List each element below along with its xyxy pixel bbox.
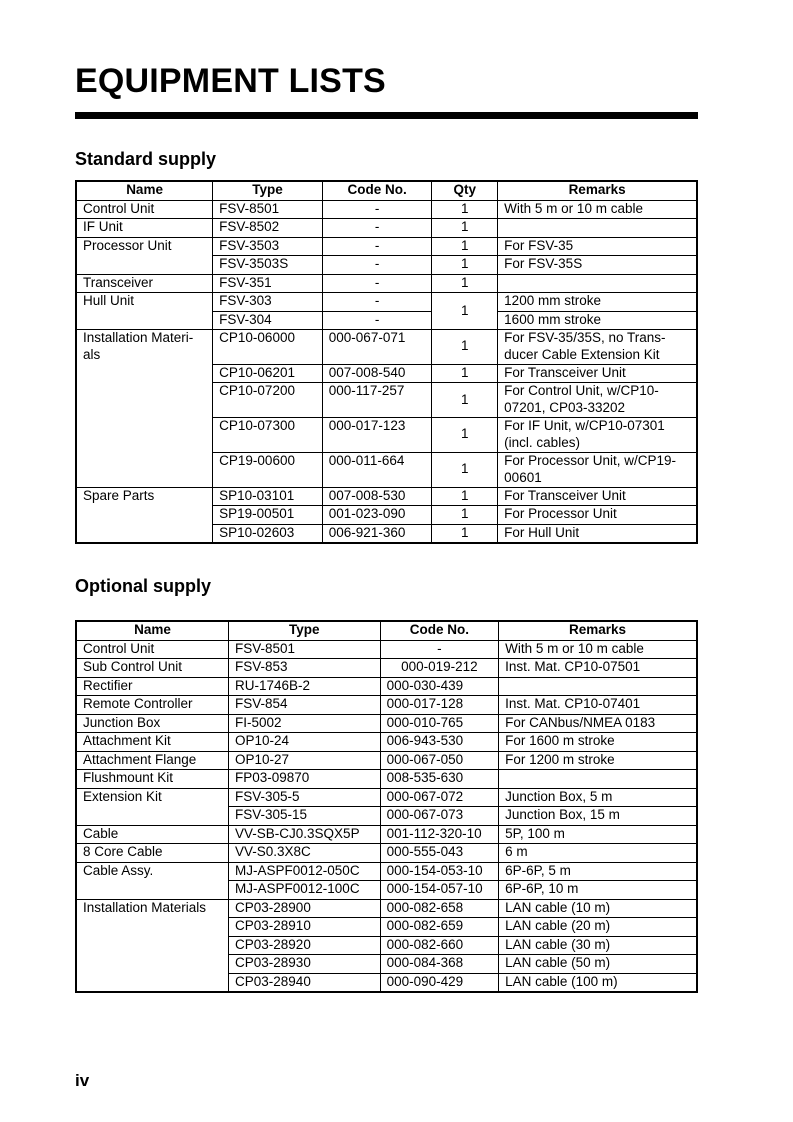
- table-header-row: [76, 181, 697, 200]
- cell-code: -: [322, 256, 432, 275]
- cell-code: 000-017-123: [322, 418, 432, 453]
- cell-remarks: 1200 mm stroke: [498, 293, 697, 312]
- title-rule: [75, 112, 698, 119]
- cell-code: 006-921-360: [322, 524, 432, 543]
- cell-type: FSV-853: [229, 659, 381, 678]
- header-type: Type: [213, 181, 323, 200]
- table-row: [76, 677, 697, 696]
- cell-code: -: [322, 219, 432, 238]
- optional-supply-heading: Optional supply: [75, 576, 212, 596]
- cell-name: Installation Materials: [76, 899, 229, 992]
- table-row: [76, 293, 697, 312]
- cell-type: FSV-8502: [213, 219, 323, 238]
- cell-remarks: [499, 770, 697, 789]
- cell-qty: 1: [432, 487, 498, 506]
- cell-remarks-line2: (incl. cables): [504, 434, 580, 450]
- page-number: iv: [75, 1071, 90, 1090]
- cell-remarks-line2: ducer Cable Extension Kit: [504, 346, 660, 362]
- cell-type: FSV-303: [213, 293, 323, 312]
- cell-remarks: [498, 418, 697, 453]
- cell-type: FI-5002: [229, 714, 381, 733]
- cell-code: 000-011-664: [322, 452, 432, 487]
- cell-remarks: With 5 m or 10 m cable: [498, 200, 697, 219]
- cell-type: CP03-28910: [229, 918, 381, 937]
- header-code: Code No.: [322, 181, 432, 200]
- cell-remarks: For Transceiver Unit: [498, 364, 697, 383]
- table-row: [76, 640, 697, 659]
- header-type: Type: [229, 621, 381, 640]
- cell-type: FSV-305-15: [229, 807, 381, 826]
- cell-name: Remote Controller: [76, 696, 229, 715]
- cell-code: -: [380, 640, 499, 659]
- cell-remarks: For FSV-35S: [498, 256, 697, 275]
- cell-remarks-line1: For Control Unit, w/CP10-: [504, 383, 659, 399]
- cell-remarks: [499, 677, 697, 696]
- cell-remarks: 5P, 100 m: [499, 825, 697, 844]
- cell-code: 000-090-429: [380, 973, 499, 992]
- cell-code: 000-082-659: [380, 918, 499, 937]
- cell-name-line2: als: [83, 346, 101, 362]
- cell-type: VV-SB-CJ0.3SQX5P: [229, 825, 381, 844]
- table-row: [76, 200, 697, 219]
- header-code: Code No.: [380, 621, 499, 640]
- cell-qty: 1: [432, 383, 498, 418]
- table-row: [76, 751, 697, 770]
- cell-remarks: For Processor Unit: [498, 506, 697, 525]
- cell-code: -: [322, 200, 432, 219]
- table-row: [76, 862, 697, 881]
- cell-type: CP10-07300: [213, 418, 323, 453]
- cell-remarks: [498, 452, 697, 487]
- cell-qty: 1: [432, 237, 498, 256]
- cell-remarks: For Hull Unit: [498, 524, 697, 543]
- cell-code: 008-535-630: [380, 770, 499, 789]
- cell-remarks-line1: For IF Unit, w/CP10-07301: [504, 418, 665, 433]
- cell-type: OP10-27: [229, 751, 381, 770]
- optional-supply-table: [75, 620, 698, 993]
- cell-qty: 1: [432, 506, 498, 525]
- standard-supply-table: [75, 180, 698, 544]
- cell-code: -: [322, 293, 432, 312]
- cell-code: 000-154-057-10: [380, 881, 499, 900]
- header-remarks: Remarks: [499, 621, 697, 640]
- cell-name-line1: Installation Materi-: [83, 330, 194, 345]
- cell-name: [76, 330, 213, 488]
- cell-code: 000-154-053-10: [380, 862, 499, 881]
- cell-remarks: 6P-6P, 10 m: [499, 881, 697, 900]
- cell-type: SP10-02603: [213, 524, 323, 543]
- cell-type: VV-S0.3X8C: [229, 844, 381, 863]
- cell-type: FSV-8501: [229, 640, 381, 659]
- cell-type: RU-1746B-2: [229, 677, 381, 696]
- cell-qty: 1: [432, 256, 498, 275]
- cell-type: MJ-ASPF0012-050C: [229, 862, 381, 881]
- cell-name: Transceiver: [76, 274, 213, 293]
- standard-supply-heading: Standard supply: [75, 149, 217, 169]
- table-row: [76, 237, 697, 256]
- cell-remarks: [498, 330, 697, 365]
- cell-remarks: [498, 219, 697, 238]
- cell-remarks: For CANbus/NMEA 0183: [499, 714, 697, 733]
- cell-code: -: [322, 274, 432, 293]
- cell-name: 8 Core Cable: [76, 844, 229, 863]
- cell-type: CP10-07200: [213, 383, 323, 418]
- cell-name: Processor Unit: [76, 237, 213, 274]
- cell-remarks: Inst. Mat. CP10-07501: [499, 659, 697, 678]
- cell-code: 000-084-368: [380, 955, 499, 974]
- cell-name: Rectifier: [76, 677, 229, 696]
- cell-code: 007-008-540: [322, 364, 432, 383]
- header-remarks: Remarks: [498, 181, 697, 200]
- table-row: [76, 714, 697, 733]
- cell-type: CP03-28940: [229, 973, 381, 992]
- cell-type: FSV-8501: [213, 200, 323, 219]
- header-name: Name: [76, 621, 229, 640]
- cell-type: CP10-06201: [213, 364, 323, 383]
- table-row: [76, 733, 697, 752]
- cell-code: 000-082-660: [380, 936, 499, 955]
- cell-remarks: LAN cable (10 m): [499, 899, 697, 918]
- cell-name: IF Unit: [76, 219, 213, 238]
- cell-type: CP03-28920: [229, 936, 381, 955]
- cell-qty: 1: [432, 330, 498, 365]
- cell-type: FP03-09870: [229, 770, 381, 789]
- table-row: [76, 219, 697, 238]
- cell-remarks: LAN cable (50 m): [499, 955, 697, 974]
- cell-qty: 1: [432, 274, 498, 293]
- table-row: [76, 788, 697, 807]
- cell-type: FSV-304: [213, 311, 323, 330]
- table-row: [76, 844, 697, 863]
- cell-code: -: [322, 237, 432, 256]
- cell-name: Cable: [76, 825, 229, 844]
- cell-name: Control Unit: [76, 200, 213, 219]
- cell-name: Attachment Flange: [76, 751, 229, 770]
- cell-name: Sub Control Unit: [76, 659, 229, 678]
- cell-qty: 1: [432, 200, 498, 219]
- cell-code: 007-008-530: [322, 487, 432, 506]
- cell-code: 001-112-320-10: [380, 825, 499, 844]
- cell-name: Control Unit: [76, 640, 229, 659]
- cell-name: Attachment Kit: [76, 733, 229, 752]
- cell-code: 001-023-090: [322, 506, 432, 525]
- cell-remarks: For 1600 m stroke: [499, 733, 697, 752]
- cell-remarks: [498, 274, 697, 293]
- cell-code: 000-067-072: [380, 788, 499, 807]
- cell-type: FSV-3503: [213, 237, 323, 256]
- cell-code: 006-943-530: [380, 733, 499, 752]
- cell-type: CP10-06000: [213, 330, 323, 365]
- cell-qty: 1: [432, 293, 498, 330]
- cell-type: FSV-3503S: [213, 256, 323, 275]
- cell-type: CP03-28900: [229, 899, 381, 918]
- table-row: [76, 487, 697, 506]
- table-row: [76, 330, 697, 365]
- cell-name: Junction Box: [76, 714, 229, 733]
- cell-remarks: [498, 383, 697, 418]
- cell-qty: 1: [432, 452, 498, 487]
- header-name: Name: [76, 181, 213, 200]
- cell-code: -: [322, 311, 432, 330]
- cell-remarks: LAN cable (100 m): [499, 973, 697, 992]
- cell-code: 000-082-658: [380, 899, 499, 918]
- cell-remarks: For FSV-35: [498, 237, 697, 256]
- cell-type: SP19-00501: [213, 506, 323, 525]
- cell-type: MJ-ASPF0012-100C: [229, 881, 381, 900]
- cell-type: FSV-305-5: [229, 788, 381, 807]
- cell-remarks: 1600 mm stroke: [498, 311, 697, 330]
- table-row: [76, 696, 697, 715]
- table-row: [76, 825, 697, 844]
- table-row: [76, 274, 697, 293]
- page-title: EQUIPMENT LISTS: [75, 62, 386, 100]
- cell-code: 000-117-257: [322, 383, 432, 418]
- cell-remarks: Junction Box, 5 m: [499, 788, 697, 807]
- cell-remarks-line2: 07201, CP03-33202: [504, 400, 626, 416]
- cell-remarks: Inst. Mat. CP10-07401: [499, 696, 697, 715]
- cell-type: FSV-351: [213, 274, 323, 293]
- cell-remarks: LAN cable (30 m): [499, 936, 697, 955]
- cell-qty: 1: [432, 364, 498, 383]
- table-row: [76, 659, 697, 678]
- cell-qty: 1: [432, 524, 498, 543]
- cell-type: OP10-24: [229, 733, 381, 752]
- cell-remarks: 6 m: [499, 844, 697, 863]
- cell-remarks: For 1200 m stroke: [499, 751, 697, 770]
- cell-code: 000-067-073: [380, 807, 499, 826]
- cell-code: 000-030-439: [380, 677, 499, 696]
- cell-code: 000-010-765: [380, 714, 499, 733]
- cell-type: CP19-00600: [213, 452, 323, 487]
- cell-code: 000-067-071: [322, 330, 432, 365]
- cell-type: CP03-28930: [229, 955, 381, 974]
- cell-remarks-line2: 00601: [504, 469, 542, 485]
- cell-remarks: With 5 m or 10 m cable: [499, 640, 697, 659]
- cell-remarks: LAN cable (20 m): [499, 918, 697, 937]
- cell-qty: 1: [432, 418, 498, 453]
- cell-name: Extension Kit: [76, 788, 229, 825]
- cell-remarks: Junction Box, 15 m: [499, 807, 697, 826]
- cell-name: Flushmount Kit: [76, 770, 229, 789]
- cell-code: 000-555-043: [380, 844, 499, 863]
- table-row: [76, 770, 697, 789]
- header-qty: Qty: [432, 181, 498, 200]
- cell-code: 000-067-050: [380, 751, 499, 770]
- table-header-row: [76, 621, 697, 640]
- cell-code: 000-019-212: [380, 659, 499, 678]
- cell-type: FSV-854: [229, 696, 381, 715]
- cell-remarks-line1: For FSV-35/35S, no Trans-: [504, 330, 666, 345]
- cell-name: Cable Assy.: [76, 862, 229, 899]
- cell-code: 000-017-128: [380, 696, 499, 715]
- cell-remarks: For Transceiver Unit: [498, 487, 697, 506]
- cell-name: Spare Parts: [76, 487, 213, 543]
- cell-remarks: 6P-6P, 5 m: [499, 862, 697, 881]
- cell-name: Hull Unit: [76, 293, 213, 330]
- cell-remarks-line1: For Processor Unit, w/CP19-: [504, 452, 676, 468]
- cell-qty: 1: [432, 219, 498, 238]
- cell-type: SP10-03101: [213, 487, 323, 506]
- table-row: [76, 899, 697, 918]
